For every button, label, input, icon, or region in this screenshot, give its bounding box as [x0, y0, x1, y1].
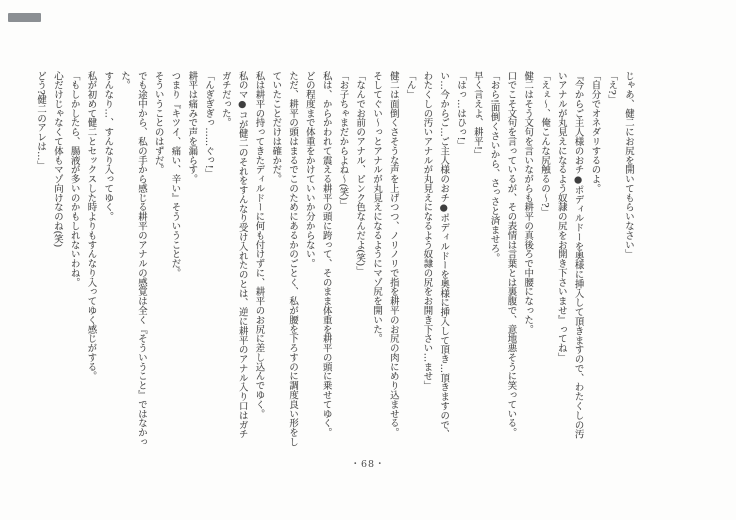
text-line: 私のマ●コが健二のそれをすんなり受け入れたのとは、逆に耕平のアナル入り口はガチガチだった。	[219, 71, 248, 439]
text-line: 健二は面倒くさそうな声を上げつつ、ノリノリで指を耕平のお尻の肉にめり込ませる。	[387, 71, 399, 438]
text-line: じゃあ、健二にお尻を開いてもらいなさい」	[623, 71, 634, 259]
scan-artifact	[8, 13, 41, 22]
text-line: そしてぐい〜っとアナルが丸見えになるようにマゾ尻を開いた。	[371, 71, 383, 344]
text-line: 「ん」	[404, 71, 416, 100]
page-number: ・68・	[350, 459, 386, 470]
text-line: 「自分でオネダリするのよ。	[589, 71, 601, 194]
text-line: い…今からご…ご主人様のおチ●ポディルドーを奥様に挿入して頂き…頂きますので、わたくしの汚いアナルが丸見えになるよう奴隷の尻をお開き下さい…ませ」	[421, 71, 450, 439]
text-line: 私は耕平の持ってきたディルドーに何も付けずに、耕平のお尻に差し込んでゆく。	[253, 71, 265, 419]
text-line: 私が初めて健二とセックスした時よりもすんなり入ってゆく感じがする。	[85, 71, 97, 381]
text-line: 「おら!面倒くさいから、さっさと済ませろ。	[488, 71, 500, 263]
text-line: ただ、耕平の頭はまるでこのためにあるかのごとく、私が腰を下ろすのに調度良い形をしていたことだけは確かだ。	[270, 71, 299, 447]
text-line: どの程度まで体重をかけていいか分からない。	[303, 71, 315, 269]
text-line: 心だけじゃなくて体もマゾ向けなのね(笑)	[51, 71, 63, 248]
text-line: 「はっ…はひっ!」	[455, 71, 467, 150]
text-line: すんなり…、すんなり入ってゆく。	[102, 71, 114, 222]
text-line: 早く言えよ、耕平!」	[471, 71, 483, 160]
text-line: どう?健二のアレは…」	[35, 71, 47, 170]
text-line: 口でこそ文句を言っているが、その表情は言葉とは裏腹で、意地悪そうに笑っている。	[505, 71, 517, 438]
text-line: 健二はそう文句を言いながらも耕平の真後ろで中腰になった。	[522, 71, 534, 334]
text-line: 『今からご主人様のおチ●ポディルドーを奥様に挿入して頂きますので、わたくしの汚いアナルが丸見えになるよう奴隷の尻をお開き下さいませ』ってね」	[555, 71, 584, 439]
text-line: 「お子ちゃまだからよね〜(笑)」	[337, 71, 349, 210]
text-line: そういうことのはずだ。	[152, 71, 164, 175]
text-line: 「なんでお前のアナル、ピンク色なんだよ(笑)」	[354, 71, 366, 276]
text-line: 「んぎぎぎっ……ぐっ!」	[203, 71, 215, 179]
text-line: つまり『キツイ、痛い、辛い』そういうことだ。	[169, 71, 181, 278]
body-text	[31, 71, 636, 448]
text-line: 「え?」	[606, 71, 618, 105]
text-line: 「えぇ〜、俺こんな尻触るの〜?」	[539, 71, 551, 217]
text-line: 耕平は痛みで声を漏らす。	[186, 71, 198, 184]
text-line: 私は、からかわれて震える耕平の頭に跨って、そのまま体重を耕平の頭に乗せてゆく。	[320, 71, 332, 438]
text-line: 「もしかしたら、腸液が多いのかもしれないわね。	[68, 71, 80, 287]
text-line: でも途中から、私の手から感じる耕平のアナルの感覚は全く『そういうこと』ではなかった。	[119, 71, 147, 447]
